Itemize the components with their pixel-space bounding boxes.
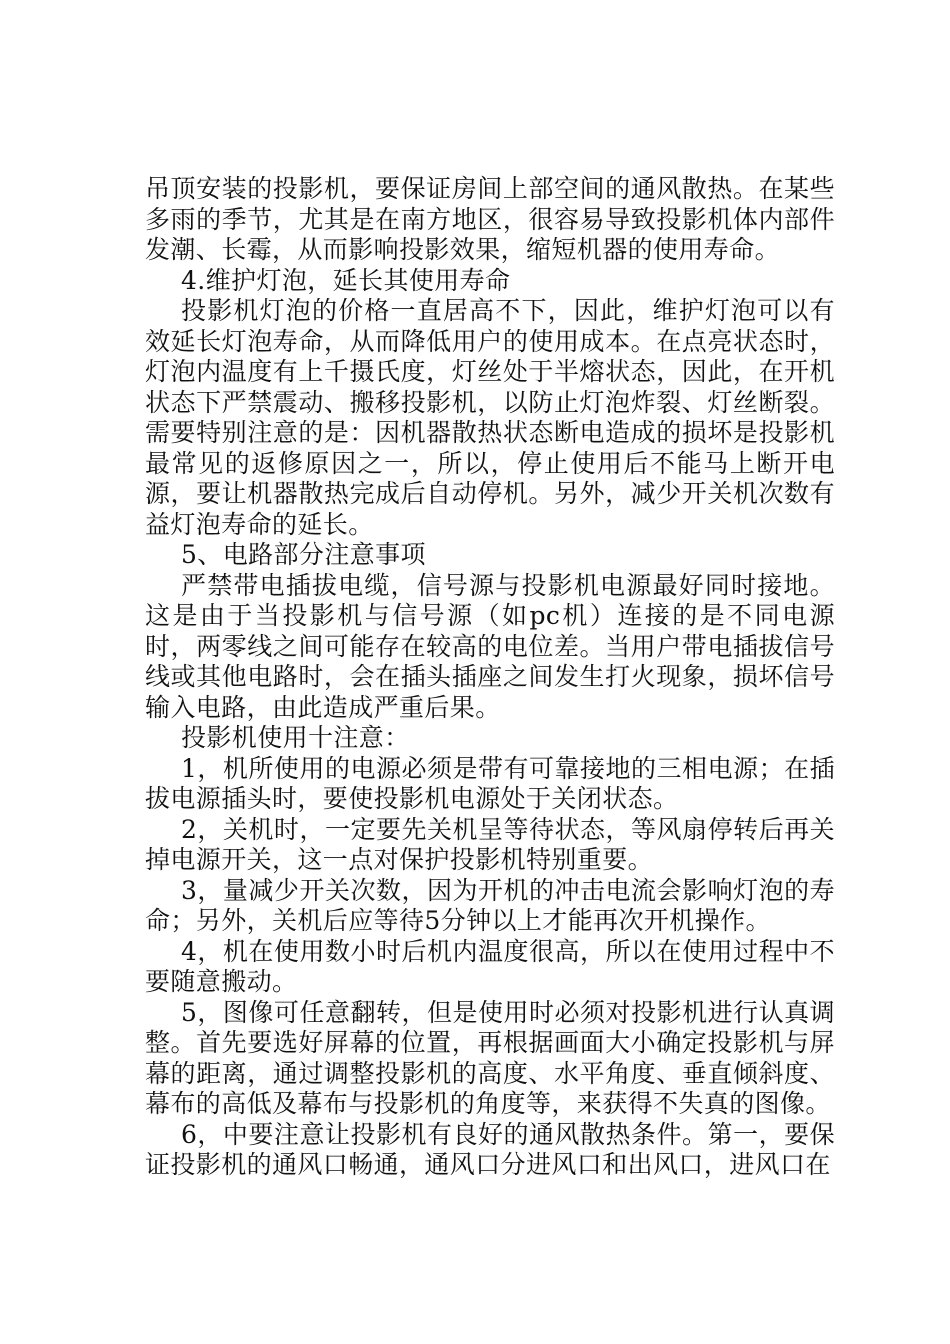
paragraph-ventilation-continued: 吊顶安装的投影机，要保证房间上部空间的通风散热。在某些多雨的季节，尤其是在南方地区，很容易导致投影机体内部件发潮、长霉，从而影响投影效果，缩短机器的使用寿命。 [145,174,835,264]
list-item-note-5: 5，图像可任意翻转，但是使用时必须对投影机进行认真调整。首先要选好屏幕的位置，再根据画面大小确定投影机与屏幕的距离，通过调整投影机的高度、水平角度、垂直倾斜度、幕布的高低及幕布与投影机的角度等，来获得不失真的图像。 [145,997,835,1118]
paragraph-circuit-notes: 严禁带电插拔电缆，信号源与投影机电源最好同时接地。这是由于当投影机与信号源（如pc机）连接的是不同电源时，两零线之间可能存在较高的电位差。当用户带电插拔信号线或其他电路时，会在插头插座之间发生打火现象，损坏信号输入电路，由此造成严重后果。 [145,570,835,722]
list-item-note-6: 6，中要注意让投影机有良好的通风散热条件。第一，要保证投影机的通风口畅通，通风口分进风口和出风口，进风口在 [145,1119,835,1179]
document-page [145,174,835,1181]
list-item-note-2: 2，关机时，一定要先关机呈等待状态，等风扇停转后再关掉电源开关，这一点对保护投影机特别重要。 [145,814,835,874]
paragraph-maintain-bulb: 投影机灯泡的价格一直居高不下，因此，维护灯泡可以有效延长灯泡寿命，从而降低用户的使用成本。在点亮状态时，灯泡内温度有上千摄氏度，灯丝处于半熔状态，因此，在开机状态下严禁震动、搬移投影机，以防止灯泡炸裂、灯丝断裂。需要特别注意的是：因机器散热状态断电造成的损坏是投影机最常见的返修原因之一，所以，停止使用后不能马上断开电源，要让机器散热完成后自动停机。另外，减少开关机次数有益灯泡寿命的延长。 [145,296,835,539]
heading-maintain-bulb: 4.维护灯泡，延长其使用寿命 [181,265,511,295]
list-item-note-1: 1，机所使用的电源必须是带有可靠接地的三相电源；在插拔电源插头时，要使投影机电源处于关闭状态。 [145,753,835,813]
list-item-note-4: 4，机在使用数小时后机内温度很高，所以在使用过程中不要随意搬动。 [145,936,835,996]
heading-ten-notes: 投影机使用十注意： [181,723,410,752]
heading-circuit-notes: 5、电路部分注意事项 [181,540,426,569]
list-item-note-3: 3，量减少开关次数，因为开机的冲击电流会影响灯泡的寿命；另外，关机后应等待5分钟以上才能再次开机操作。 [145,875,835,935]
